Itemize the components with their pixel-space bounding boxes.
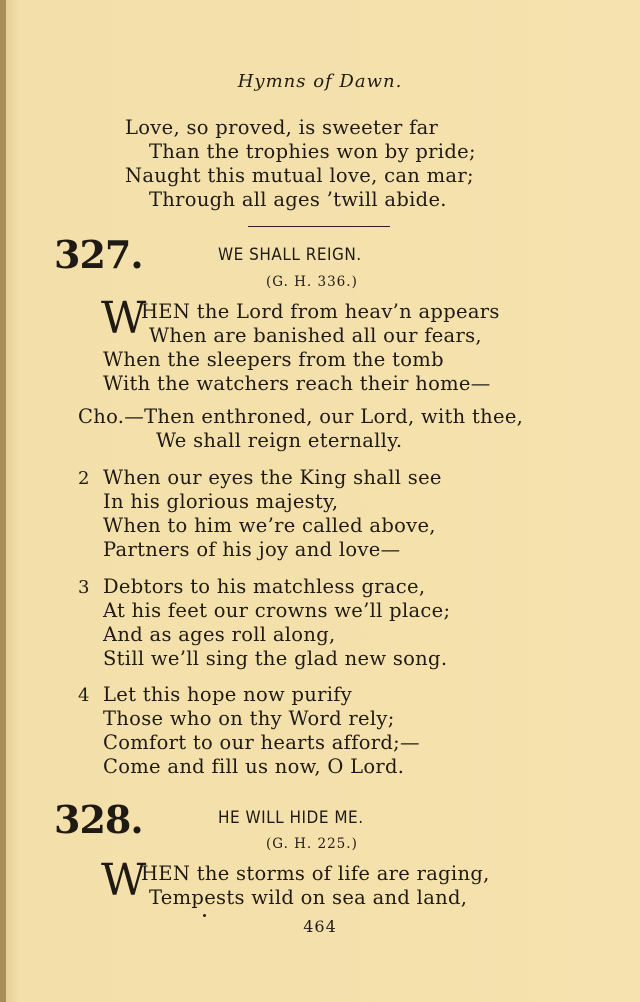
section-rule: [248, 226, 390, 227]
stanza-number: 4: [78, 685, 90, 706]
hymn-number: 328.: [54, 797, 143, 842]
verse-line: Comfort to our hearts afford;—: [103, 731, 420, 754]
verse-line: Partners of his joy and love—: [103, 538, 401, 561]
verse-line: HEN the Lord from heav’n appears: [141, 300, 500, 323]
page-gutter-edge: [0, 0, 6, 1002]
verse-line: HEN the storms of life are raging,: [141, 862, 490, 885]
verse-line: Still we’ll sing the glad new song.: [103, 647, 448, 670]
verse-line: When the sleepers from the tomb: [103, 348, 444, 371]
hymn-number: 327.: [54, 232, 143, 277]
drop-cap: W: [101, 293, 147, 344]
prev-stanza-line: Love, so proved, is sweeter far: [125, 116, 439, 139]
verse-line: Come and fill us now, O Lord.: [103, 755, 405, 778]
verse-line: When our eyes the King shall see: [103, 466, 442, 489]
hymn-title: HE WILL HIDE ME.: [218, 808, 364, 828]
hymn-tune-reference: (G. H. 225.): [266, 836, 358, 852]
stanza-number: 2: [78, 468, 90, 489]
hymn-tune-reference: (G. H. 336.): [266, 274, 358, 290]
verse-line: Tempests wild on sea and land,: [149, 886, 468, 909]
page-number: 464: [303, 917, 337, 936]
stanza-number: 3: [78, 577, 90, 598]
running-head: Hymns of Dawn.: [237, 71, 403, 92]
drop-cap: W: [101, 855, 147, 906]
verse-line: Let this hope now purify: [103, 683, 353, 706]
verse-line: And as ages roll along,: [103, 623, 336, 646]
prev-stanza-line: Naught this mutual love, can mar;: [125, 164, 474, 187]
verse-line: Those who on thy Word rely;: [103, 707, 395, 730]
chorus-line: Cho.—Then enthroned, our Lord, with thee,: [78, 405, 524, 428]
verse-line: In his glorious majesty,: [103, 490, 339, 513]
chorus-line: We shall reign eternally.: [156, 429, 403, 452]
hymn-title: WE SHALL REIGN.: [218, 245, 362, 265]
verse-line: At his feet our crowns we’ll place;: [103, 599, 451, 622]
verse-line: Debtors to his matchless grace,: [103, 575, 426, 598]
verse-line: With the watchers reach their home—: [103, 372, 491, 395]
prev-stanza-line: Than the trophies won by pride;: [149, 140, 476, 163]
prev-stanza-line: Through all ages ’twill abide.: [149, 188, 447, 211]
verse-line: When are banished all our fears,: [149, 324, 482, 347]
verse-line: When to him we’re called above,: [103, 514, 436, 537]
